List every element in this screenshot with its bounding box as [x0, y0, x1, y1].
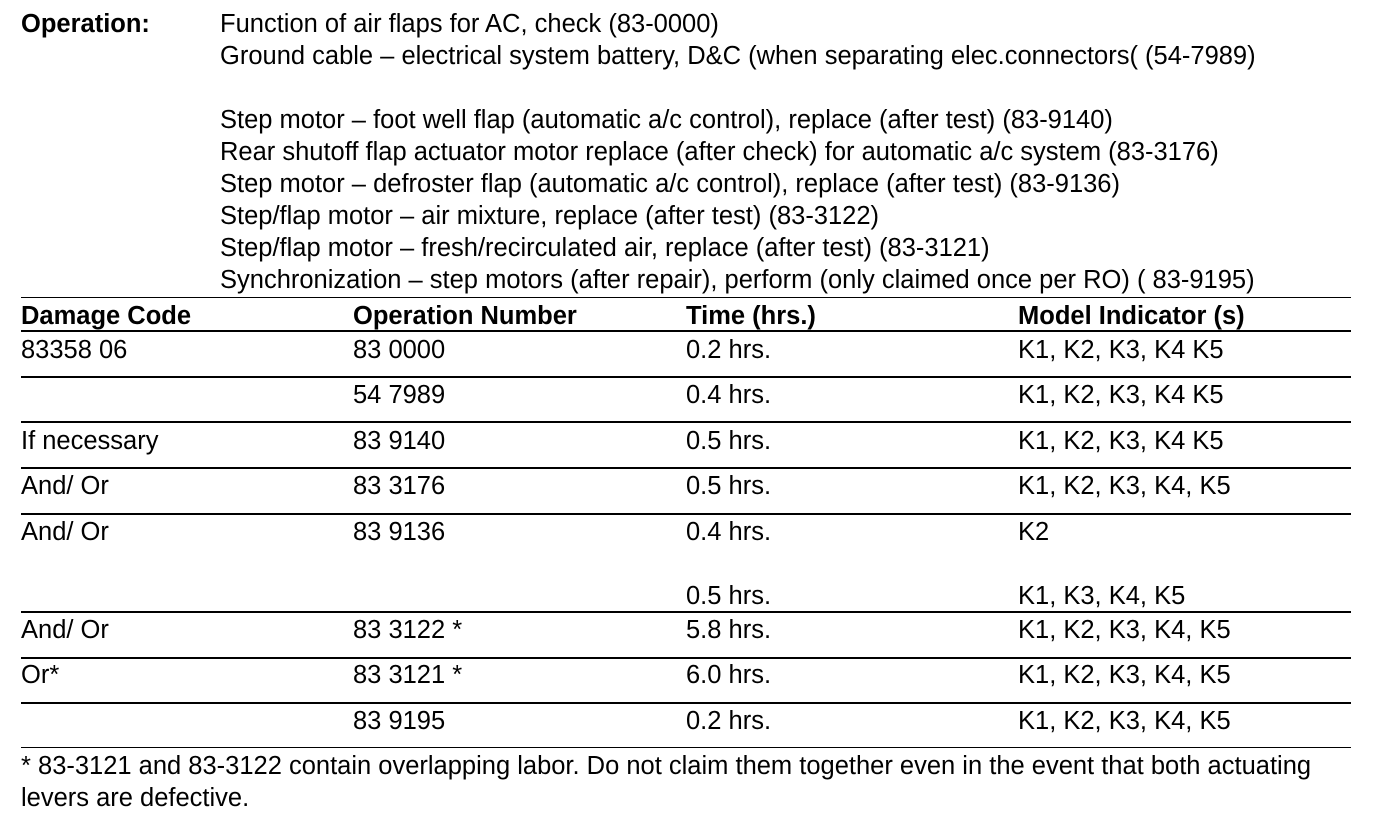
table-cell-damage-code: And/ Or	[21, 616, 109, 644]
header-operation-number: Operation Number	[353, 302, 577, 330]
operation-line: Step/flap motor – air mixture, replace (after test) (83-3122)	[220, 202, 880, 230]
table-cell-damage-code: If necessary	[21, 427, 159, 455]
operation-first-line: Function of air flaps for AC, check (83-0000)	[220, 10, 719, 38]
table-cell-operation-number: 83 9136	[353, 518, 446, 546]
table-cell-model: K1, K2, K3, K4, K5	[1018, 616, 1231, 644]
row-rule	[21, 376, 1351, 378]
operation-intro	[21, 8, 1351, 72]
table-cell-operation-number: 83 9195	[353, 707, 446, 735]
table-cell-damage-code: 83358 06	[21, 336, 128, 364]
operation-line: Step/flap motor – fresh/recirculated air, replace (after test) (83-3121)	[220, 234, 990, 262]
table-cell-time: 0.2 hrs.	[686, 707, 772, 735]
table-cell-damage-code: And/ Or	[21, 518, 109, 546]
table-cell-time: 0.5 hrs.	[686, 582, 772, 610]
table-cell-operation-number: 83 0000	[353, 336, 446, 364]
operation-line: Synchronization – step motors (after repair), perform (only claimed once per RO) ( 83-9195)	[220, 266, 1255, 294]
table-cell-model: K1, K2, K3, K4, K5	[1018, 661, 1231, 689]
table-cell-operation-number: 83 3121 *	[353, 661, 463, 689]
table-cell-time: 0.5 hrs.	[686, 472, 772, 500]
table-cell-operation-number: 83 3176	[353, 472, 446, 500]
operation-label: Operation:	[21, 10, 150, 38]
table-cell-time: 0.4 hrs.	[686, 381, 772, 409]
table-cell-model: K2	[1018, 518, 1050, 546]
table-cell-time: 6.0 hrs.	[686, 661, 772, 689]
table-cell-model: K1, K2, K3, K4, K5	[1018, 707, 1231, 735]
table-cell-model: K1, K2, K3, K4 K5	[1018, 427, 1224, 455]
row-rule	[21, 702, 1351, 704]
operation-wrapped-line: Ground cable – electrical system battery, D&C (when separating elec.connectors( (54-7989)	[220, 42, 1256, 70]
operation-line: Rear shutoff flap actuator motor replace (after check) for automatic a/c system (83-3176)	[220, 138, 1219, 166]
header-bottom-rule	[21, 330, 1351, 332]
row-rule	[21, 513, 1351, 515]
header-time: Time (hrs.)	[686, 302, 816, 330]
operation-list	[220, 104, 1255, 296]
header-model-indicator: Model Indicator (s)	[1018, 302, 1245, 330]
table-bottom-rule	[21, 747, 1351, 748]
row-rule	[21, 467, 1351, 469]
operation-line: Step motor – foot well flap (automatic a/c control), replace (after test) (83-9140)	[220, 106, 1113, 134]
header-top-rule	[21, 297, 1351, 298]
footnote: * 83-3121 and 83-3122 contain overlapping labor. Do not claim them together even in the event that both actuating levers are defective.	[21, 752, 1312, 812]
table-cell-operation-number: 54 7989	[353, 381, 446, 409]
table-cell-time: 0.2 hrs.	[686, 336, 772, 364]
table-cell-time: 0.4 hrs.	[686, 518, 772, 546]
table-cell-operation-number: 83 9140	[353, 427, 446, 455]
operation-line: Step motor – defroster flap (automatic a/c control), replace (after test) (83-9136)	[220, 170, 1120, 198]
table-cell-operation-number: 83 3122 *	[353, 616, 463, 644]
table-cell-model: K1, K3, K4, K5	[1018, 582, 1186, 610]
table-cell-time: 0.5 hrs.	[686, 427, 772, 455]
table-cell-model: K1, K2, K3, K4 K5	[1018, 381, 1224, 409]
table-cell-model: K1, K2, K3, K4, K5	[1018, 472, 1231, 500]
row-rule	[21, 421, 1351, 423]
table-cell-model: K1, K2, K3, K4 K5	[1018, 336, 1224, 364]
header-damage-code: Damage Code	[21, 302, 192, 330]
table-cell-damage-code: Or*	[21, 661, 60, 689]
table-cell-damage-code: And/ Or	[21, 472, 109, 500]
table-cell-time: 5.8 hrs.	[686, 616, 772, 644]
row-rule	[21, 611, 1351, 613]
